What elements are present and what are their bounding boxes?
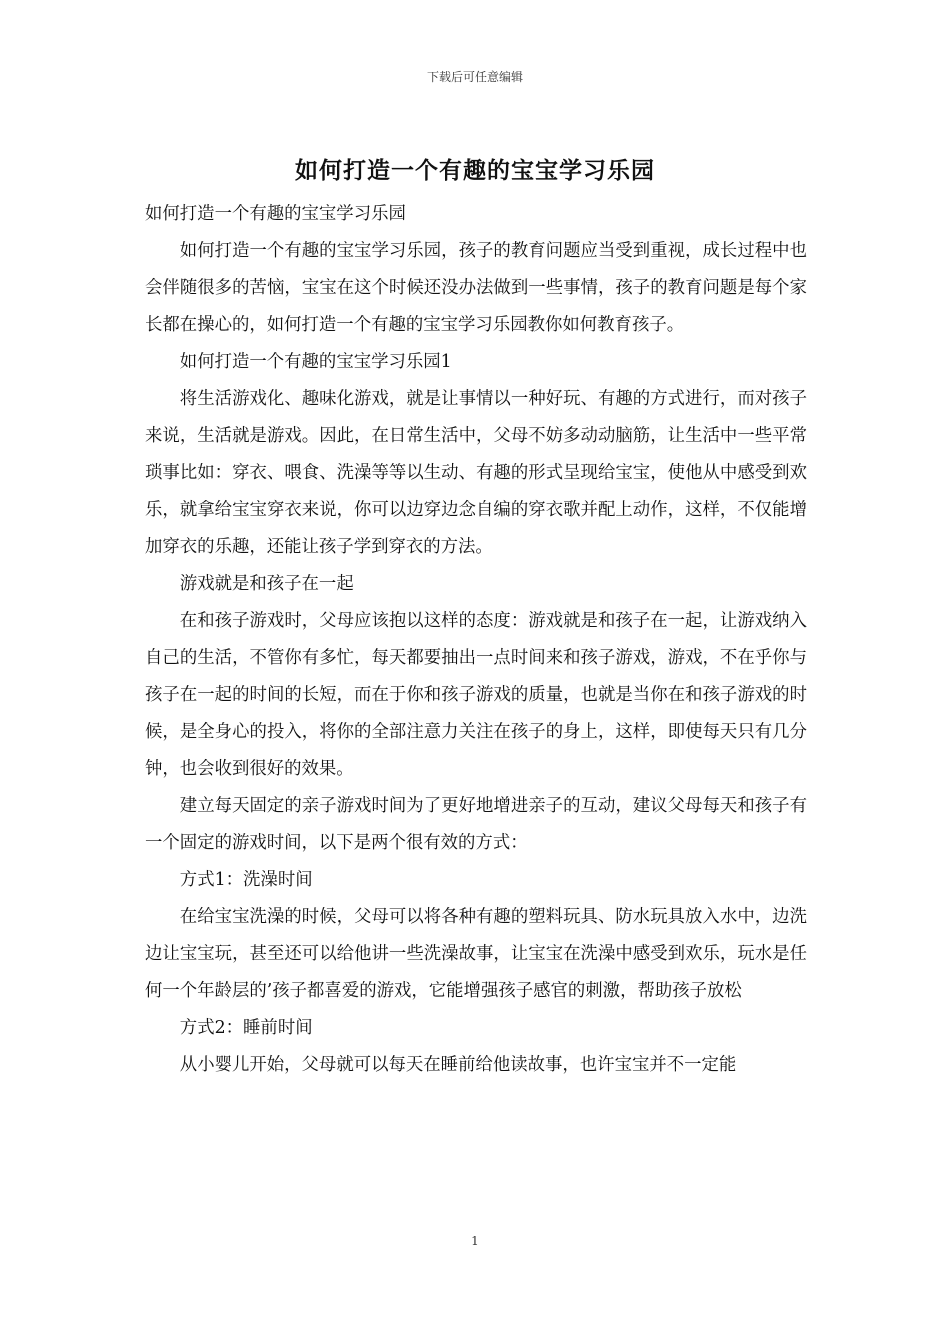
document-body xyxy=(145,196,807,1084)
paragraph: 如何打造一个有趣的宝宝学习乐园 xyxy=(145,204,406,224)
section-heading: 方式2：睡前时间 xyxy=(179,1018,313,1038)
paragraph: 如何打造一个有趣的宝宝学习乐园，孩子的教育问题应当受到重视，成长过程中也会伴随很多的苦恼，宝宝在这个时候还没办法做到一些事情，孩子的教育问题是每个家长都在操心的，如何打造一个有趣的宝宝学习乐园教你如何教育孩子。 xyxy=(145,241,807,335)
section-heading: 方式1：洗澡时间 xyxy=(179,870,313,890)
paragraph: 从小婴儿开始，父母就可以每天在睡前给他读故事，也许宝宝并不一定能 xyxy=(179,1055,737,1075)
paragraph: 建立每天固定的亲子游戏时间为了更好地增进亲子的互动，建议父母每天和孩子有一个固定的游戏时间，以下是两个很有效的方式： xyxy=(145,796,807,853)
paragraph: 将生活游戏化、趣味化游戏，就是让事情以一种好玩、有趣的方式进行，而对孩子来说，生活就是游戏。因此，在日常生活中，父母不妨多动动脑筋，让生活中一些平常琐事比如：穿衣、喂食、洗澡等等以生动、有趣的形式呈现给宝宝，使他从中感受到欢乐，就拿给宝宝穿衣来说，你可以边穿边念自编的穿衣歌并配上动作，这样，不仅能增加穿衣的乐趣，还能让孩子学到穿衣的方法。 xyxy=(145,389,807,557)
document-title: 如何打造一个有趣的宝宝学习乐园 xyxy=(295,157,655,184)
paragraph: 在和孩子游戏时，父母应该抱以这样的态度：游戏就是和孩子在一起，让游戏纳入自己的生活，不管你有多忙，每天都要抽出一点时间来和孩子游戏，游戏，不在乎你与孩子在一起的时间的长短，而在于你和孩子游戏的质量，也就是当你在和孩子游戏的时候，是全身心的投入，将你的全部注意力关注在孩子的身上，这样，即使每天只有几分钟，也会收到很好的效果。 xyxy=(145,611,807,779)
section-heading: 游戏就是和孩子在一起 xyxy=(179,574,354,594)
section-heading: 如何打造一个有趣的宝宝学习乐园1 xyxy=(179,352,452,372)
page-number: 1 xyxy=(471,1234,479,1248)
header-note: 下载后可任意编辑 xyxy=(426,70,523,84)
paragraph: 在给宝宝洗澡的时候，父母可以将各种有趣的塑料玩具、防水玩具放入水中，边洗边让宝宝玩，甚至还可以给他讲一些洗澡故事，让宝宝在洗澡中感受到欢乐，玩水是任何一个年龄层的’孩子都喜爱的游戏，它能增强孩子感官的刺激，帮助孩子放松 xyxy=(145,907,807,1001)
